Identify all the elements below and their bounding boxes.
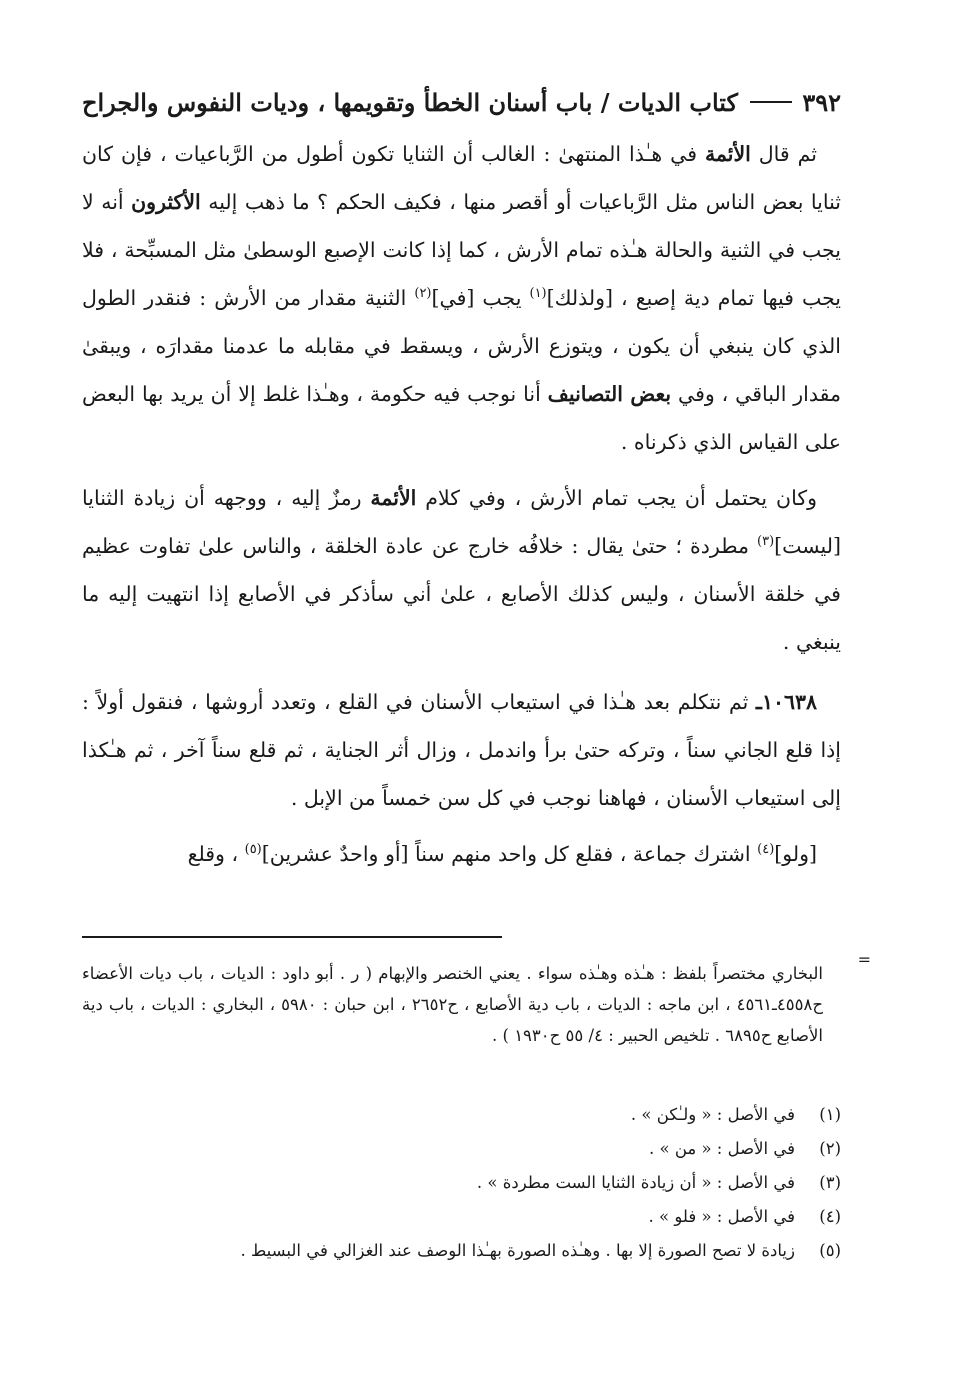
text-run: رمزٌ إليه ، ووجهه أن زيادة الثنايا [ليست] — [82, 486, 841, 558]
paragraph-4 — [82, 830, 841, 878]
footnote-number: (٢) — [819, 1139, 841, 1158]
footnote-ref: (٥) — [244, 842, 262, 858]
text-run: ، وقلع — [187, 842, 245, 866]
paragraph-3 — [82, 678, 841, 822]
continuation-marker: = — [857, 950, 871, 969]
footnote-text: في الأصل : « فلو » . — [648, 1207, 795, 1226]
text-run: أنه لا يجب في الثنية والحالة هـٰذه تمام الأرش ، كما إذا كانت الإصبع الوسطىٰ مثل المسبِّحة ، فلا يجب فيها تمام دية إصبع ، [ولذلك] — [82, 190, 842, 310]
text-run: [ولو] — [774, 842, 817, 866]
main-text — [82, 130, 841, 878]
section-number: ١٠٦٣٨ـ — [755, 690, 817, 714]
footnote-continuation-text: البخاري مختصراً بلفظ : هـٰذه وهـٰذه سواء . يعني الخنصر والإبهام ( ر . أبو داود : الديات ، باب ديات الأعضاء ح٤٥٥٨ـ٤٥٦١ ، ابن ماجه : الديات ، باب دية الأصابع ، ح٢٦٥٢ ، ابن حبان : ٥٩٨٠ ، البخاري : الديات ، باب دية الأصابع ح٦٨٩٥ . تلخيص الحبير : ٤/ ٥٥ ح١٩٣٠ ) . — [82, 964, 823, 1045]
footnote-ref: (٤) — [757, 842, 775, 858]
text-run: ثم قال — [750, 142, 817, 166]
footnote-number: (٣) — [819, 1173, 841, 1192]
footnote — [82, 1132, 841, 1166]
footnote-number: (٥) — [819, 1241, 841, 1260]
running-header — [82, 84, 841, 120]
footnote-number: (١) — [819, 1105, 841, 1124]
footnote-continuation — [82, 958, 823, 1051]
footnote-separator — [82, 936, 502, 938]
bold-term: بعض التصانيف — [547, 382, 672, 406]
bold-term: الأئمة — [704, 142, 751, 166]
page-number: ٣٩٢ — [802, 87, 841, 117]
text-run: ثم نتكلم بعد هـٰذا في استيعاب الأسنان في القلع ، وتعدد أروشها ، فنقول أولاً : إذا قلع الجاني سناً ، وتركه حتىٰ برأ واندمل ، وزال أثر الجناية ، ثم قلع سناً آخر ، ثم هـٰكذا إلى استيعاب الأسنان ، فهاهنا نوجب في كل سن خمساً من الإبل . — [82, 690, 841, 810]
paragraph-1 — [82, 130, 841, 466]
footnote-number: (٤) — [819, 1207, 841, 1226]
footnote-text: زيادة لا تصح الصورة إلا بها . وهـٰذه الصورة بهـٰذا الوصف عند الغزالي في البسيط . — [240, 1241, 795, 1260]
footnote-ref: (٢) — [414, 286, 432, 302]
footnote — [82, 1200, 841, 1234]
text-run: الثنية مقدار من الأرش : فنقدر الطول الذي كان ينبغي أن يكون ، ويتوزع الأرش ، ويسقط في مقابله ما عدمنا مقدارَه ، ويبقىٰ مقدار الباقي ، وفي — [82, 286, 841, 406]
text-run: وكان يحتمل أن يجب تمام الأرش ، وفي كلام — [416, 486, 818, 510]
footnote — [82, 1234, 841, 1268]
header-rule — [750, 101, 792, 103]
text-run: أنا نوجب فيه حكومة ، وهـٰذا غلط إلا أن يريد بها البعض على القياس الذي ذكرناه . — [82, 382, 841, 454]
footnote — [82, 1098, 841, 1132]
text-run: يجب [في] — [431, 286, 530, 310]
footnote-text: في الأصل : « أن زيادة الثنايا الست مطردة » . — [476, 1173, 795, 1192]
footnote — [82, 1166, 841, 1200]
header-title: كتاب الديات / باب أسنان الخطأ وتقويمها ، وديات النفوس والجراح — [82, 87, 738, 117]
bold-term: الأئمة — [370, 486, 417, 510]
text-run: اشترك جماعة ، فقلع كل واحد منهم سناً [أو واحدٌ عشرين] — [261, 842, 758, 866]
footnote-ref: (١) — [529, 286, 547, 302]
footnote-text: في الأصل : « ولـٰكن » . — [630, 1105, 795, 1124]
paragraph-2 — [82, 474, 841, 666]
text-run: في هـٰذا المنتهىٰ : الغالب أن الثنايا تكون أطول من الرَّباعيات ، فإن كان ثنايا بعض الناس مثل الرَّباعيات أو أقصر منها ، فكيف الحكم ؟ ما ذهب إليه — [82, 142, 842, 214]
footnote-text: في الأصل : « من » . — [648, 1139, 795, 1158]
bold-term: الأكثرون — [131, 190, 201, 214]
text-run: مطردة ؛ حتىٰ يقال : خلافُه خارج عن عادة الخلقة ، والناس علىٰ تفاوت عظيم في خلقة الأسنان ، وليس كذلك الأصابع ، علىٰ أني سأذكر في الأصابع إذا انتهيت إليه ما ينبغي . — [82, 534, 841, 654]
footnotes-list — [82, 1098, 841, 1268]
footnote-ref: (٣) — [757, 534, 775, 550]
